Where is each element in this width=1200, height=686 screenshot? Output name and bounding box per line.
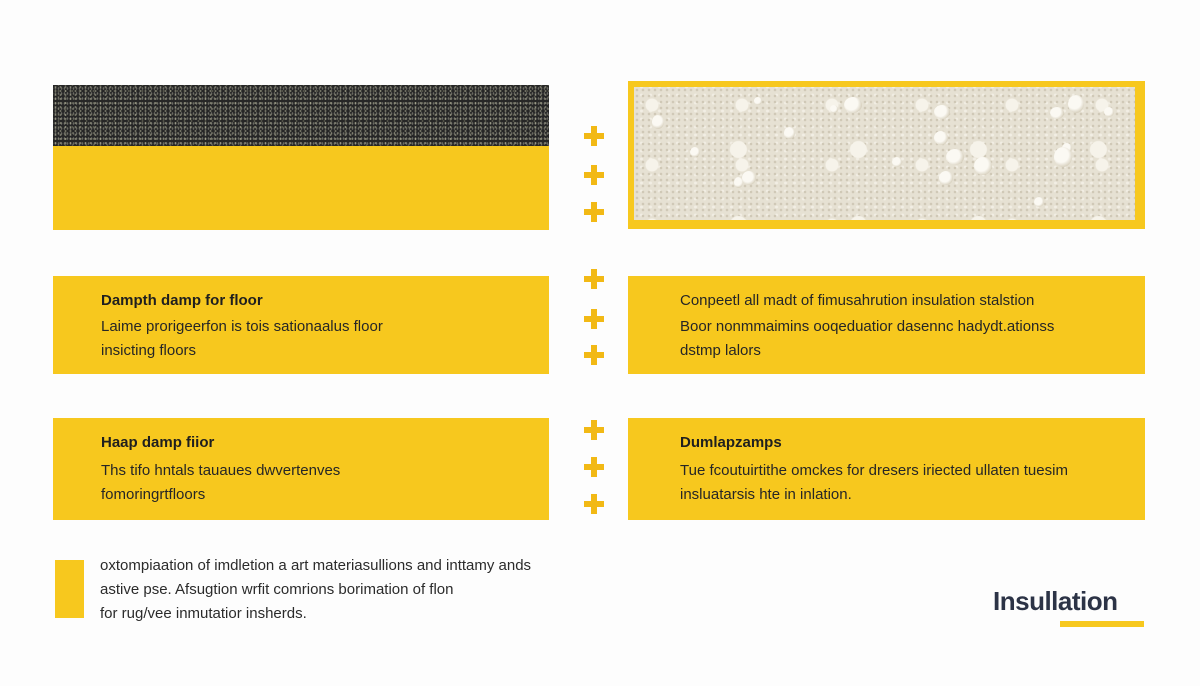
plus-icon (582, 343, 606, 367)
brand-logo-text: Insullation (993, 586, 1118, 616)
card-text-line: Conpeetl all madt of fimusahrution insulation stalstion (680, 292, 1035, 309)
card-text-line: dstmp lalors (680, 342, 761, 359)
footnote-line: for rug/vee inmutatior insherds. (100, 605, 307, 622)
plus-icon (582, 455, 606, 479)
info-card-3 (53, 418, 549, 520)
info-card-4 (628, 418, 1145, 520)
footnote-accent-bar (55, 560, 84, 618)
plus-icon (582, 163, 606, 187)
card-text-line: insluatarsis hte in inlation. (680, 486, 852, 503)
plus-icon (582, 492, 606, 516)
card-text-line: Boor nonmmaimins ooqeduatior dasennc hadydt.ationss (680, 318, 1055, 335)
plus-icon (582, 267, 606, 291)
plus-icon (582, 200, 606, 224)
foam-insulation-image (634, 87, 1135, 220)
info-card-1 (53, 276, 549, 374)
footnote-line: oxtompiaation of imdletion a art materiasullions and inttamy ands (100, 557, 532, 574)
plus-icon (582, 124, 606, 148)
plus-icon (582, 418, 606, 442)
plus-icon (582, 307, 606, 331)
card-text-line: Laime prorigeerfon is tois sationaalus floor (101, 318, 383, 335)
footnote-line: astive pse. Afsugtion wrfit comrions borimation of flon (100, 581, 454, 598)
info-card-2 (628, 276, 1145, 374)
card-text-line: Tue fcoutuirtithe omckes for dresers iriected ullaten tuesim (680, 462, 1068, 479)
card-text-line: insicting floors (101, 342, 197, 359)
dark-membrane-image (53, 85, 549, 146)
card-title: Haap damp fiior (101, 434, 215, 451)
card-title: Dampth damp for floor (101, 292, 263, 309)
top-left-yellow-panel (53, 146, 549, 230)
card-title: Dumlapzamps (680, 434, 782, 451)
card-text-line: Ths tifo hntals tauaues dwvertenves (101, 462, 341, 479)
card-text-line: fomoringrtfloors (101, 486, 206, 503)
brand-underline (1060, 621, 1144, 627)
